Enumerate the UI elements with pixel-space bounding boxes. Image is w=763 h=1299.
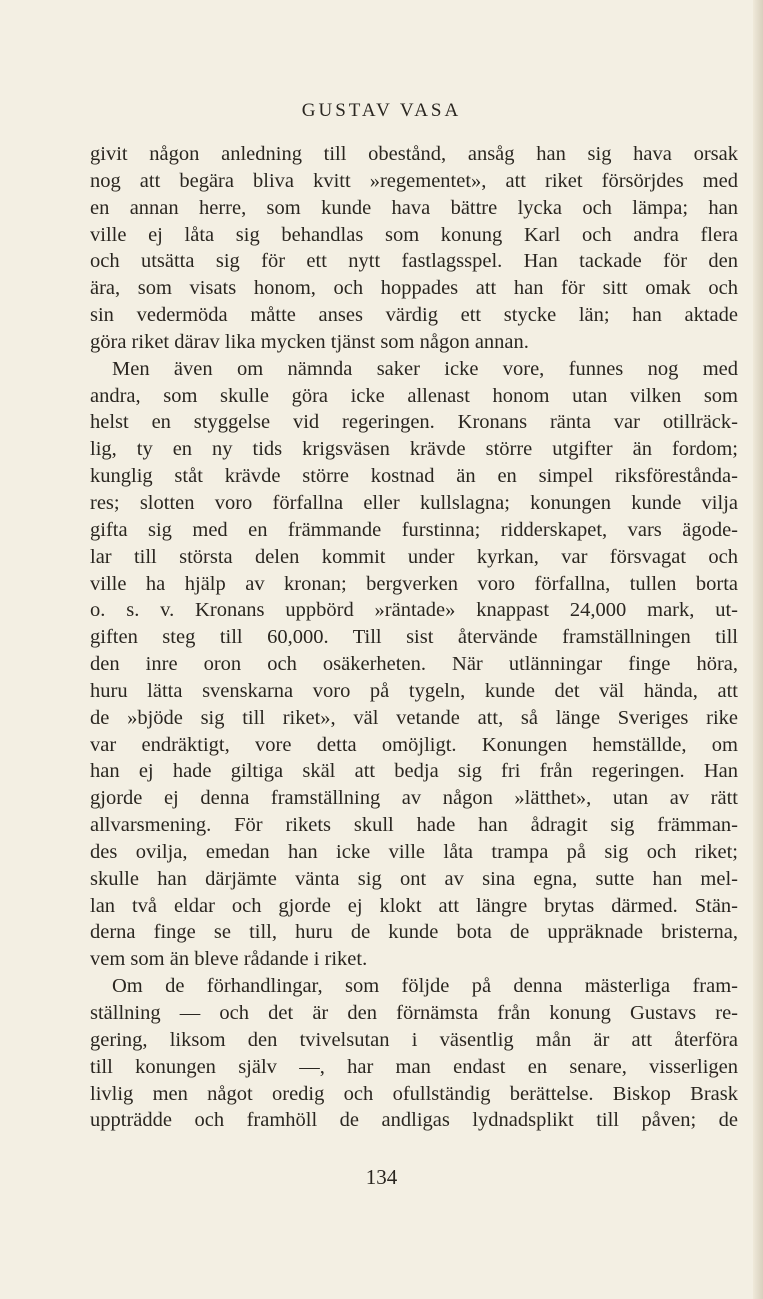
text-line: till konungen själv —, har man endast en senare, visserligen [90,1055,738,1078]
text-line: gering, liksom den tvivelsutan i väsentlig mån är att återföra [90,1028,738,1051]
text-line: ville ha hjälp av kronan; bergverken voro förfallna, tullen borta [90,572,738,595]
text-line: kunglig ståt krävde större kostnad än en simpel riksförestånda- [90,465,738,488]
text-line: en annan herre, som kunde hava bättre lycka och lämpa; han [90,196,738,219]
text-line: nog att begära bliva kvitt »regementet», att riket försörjdes med [90,169,738,192]
body-text [90,141,738,1134]
running-head: GUSTAV VASA [301,100,462,121]
text-line: de »bjöde sig till riket», väl vetande att, så länge Sveriges rike [90,706,738,729]
text-line: res; slotten voro förfallna eller kullslagna; konungen kunde vilja [90,491,738,514]
text-line: ville ej låta sig behandlas som konung Karl och andra flera [90,223,738,246]
text-line: uppträdde och framhöll de andligas lydnadsplikt till påven; de [90,1109,738,1132]
text-line: allvarsmening. För rikets skull hade han ådragit sig främman- [90,814,738,837]
text-line: gjorde ej denna framställning av någon »lätthet», utan av rätt [90,787,738,810]
page-edge [753,0,763,1299]
text-line: helst en styggelse vid regeringen. Kronans ränta var otillräck- [90,411,738,434]
page-number: 134 [365,1165,398,1189]
text-line: lig, ty en ny tids krigsväsen krävde större utgifter än fordom; [90,438,738,461]
text-line: göra riket därav lika mycken tjänst som någon annan. [90,330,529,353]
text-line: ära, som visats honom, och hoppades att han för sitt omak och [90,277,738,300]
text-line: Men även om nämnda saker icke vore, funnes nog med [112,357,738,380]
text-line: andra, som skulle göra icke allenast honom utan vilken som [90,384,738,407]
text-line: giften steg till 60,000. Till sist återvände framställningen till [90,626,738,649]
text-line: och utsätta sig för ett nytt fastlagsspel. Han tackade för den [90,250,738,273]
text-line: givit någon anledning till obestånd, ansåg han sig hava orsak [90,143,738,165]
text-line: gifta sig med en främmande furstinna; ridderskapet, vars ägode- [90,518,738,541]
text-line: han ej hade giltiga skäl att bedja sig fri från regeringen. Han [90,760,738,783]
text-line: den inre oron och osäkerheten. När utlänningar finge höra, [90,653,738,676]
text-line: ställning — och det är den förnämsta från konung Gustavs re- [90,1002,738,1024]
text-line: lar till största delen kommit under kyrkan, var försvagat och [90,545,738,568]
text-line: sin vedermöda måtte anses värdig ett stycke län; han aktade [90,304,738,327]
text-line: lan två eldar och gjorde ej klokt att längre brytas därmed. Stän- [90,894,738,917]
text-line: huru lätta svenskarna voro på tygeln, kunde det väl hända, att [90,679,738,702]
text-line: Om de förhandlingar, som följde på denna mästerliga fram- [112,975,738,998]
text-line: livlig men något oredig och ofullständig berättelse. Biskop Brask [90,1082,738,1105]
text-line: o. s. v. Kronans uppbörd »räntade» knappast 24,000 mark, ut- [90,599,738,622]
text-line: skulle han därjämte vänta sig ont av sina egna, sutte han mel- [90,867,738,890]
text-line: vem som än bleve rådande i riket. [90,948,368,971]
text-line: var endräktigt, vore detta omöjligt. Konungen hemställde, om [90,733,738,756]
text-line: des ovilja, emedan han icke ville låta trampa på sig och riket; [90,840,738,863]
text-line: derna finge se till, huru de kunde bota de uppräknade bristerna, [90,921,738,944]
